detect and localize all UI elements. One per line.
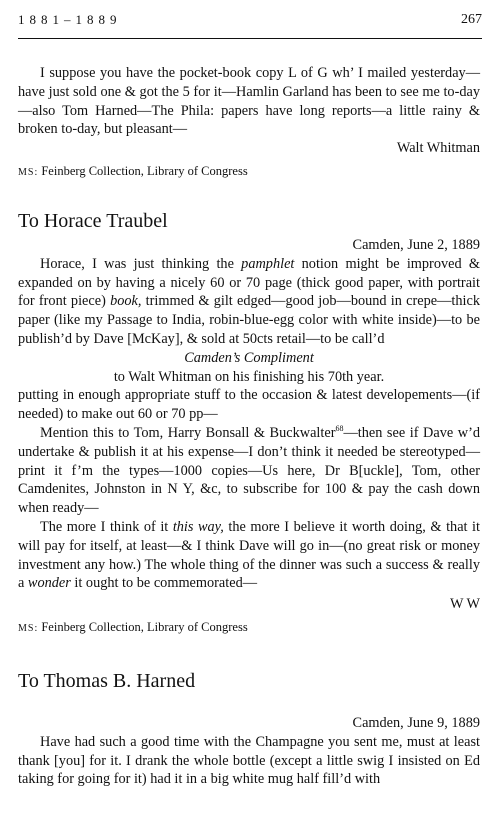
- letter-3-body: [18, 714, 480, 789]
- letter-continuation: [18, 64, 480, 183]
- ms-label: MS:: [18, 166, 39, 178]
- italic-text: pamphlet: [241, 255, 295, 272]
- italic-text: wonder: [27, 575, 71, 592]
- running-head-years: 1881–1889: [18, 12, 122, 27]
- header-rule: [18, 38, 482, 39]
- text-run: notion might be improved & expanded on by having a nicely 60 or 70 page (thick good paper, with portrait for front piece): [18, 255, 480, 310]
- text-run: —then see if Dave w’d undertake & publish it at his expense—I don’t think it needed be stereotyped—print it f’m the types—1000 copies—Us here, Dr B[uckle], Tom, other Camdenites, Johnston in N Y, &c, to subscribe for 100 & pay the cash down when ready—: [18, 424, 480, 517]
- letter-paragraph: putting in enough appropriate stuff to the occasion & latest developements—(if needed) to make out 60 or 70 pp—: [18, 387, 480, 423]
- italic-text: this way,: [172, 518, 224, 535]
- text-run: trimmed & gilt edged—good job—bound in crepe—thick paper (like my Passage to India, robin-blue-egg color with white inside)—to be publish’d by Dave [McKay], & sold at 50cts retail—to be call’d: [18, 293, 480, 347]
- letter-paragraph: I suppose you have the pocket-book copy L of G wh’ I mailed yesterday—have just sold one & got the 5 for it—Hamlin Garland has been to see me to-day—also Tom Harned—The Phila: papers have long reports—a little rainy & broken to-day, but pleasant—: [18, 65, 480, 138]
- letter-heading: To Horace Traubel: [18, 210, 168, 232]
- running-head: [18, 12, 482, 34]
- book-title-line: Camden’s Compliment: [184, 349, 314, 366]
- dateline: Camden, June 2, 1889: [352, 237, 480, 253]
- letter-paragraph: Have had such a good time with the Champagne you sent me, must at least thank [you] for it. I drank the whole bottle (except a little swig I insisted on Ed taking for going for it) had it in a big white mug half fill’d with: [18, 733, 480, 788]
- letter-to-thomas-harned: [18, 672, 480, 691]
- letter-paragraph: [18, 255, 480, 349]
- footnote-marker: 68: [335, 424, 344, 434]
- italic-text: book,: [110, 293, 142, 310]
- signature: W W: [449, 596, 480, 613]
- text-run: it ought to be commemorated—: [70, 575, 258, 592]
- text-run: the more I believe it worth doing, & that it will pay for itself, at least—& I think Dave will go in—(no great risk or money investment any how.) The whole thing of the dinner was such a success & really a: [18, 518, 480, 592]
- dateline: Camden, June 9, 1889: [352, 715, 480, 731]
- text-run: Horace, I was just thinking the: [40, 255, 242, 272]
- text-run: Mention this to Tom, Harry Bonsall & Buckwalter: [40, 424, 336, 441]
- letter-to-horace-traubel: [18, 212, 480, 231]
- letter-paragraph: [18, 518, 480, 593]
- ms-source: Feinberg Collection, Library of Congress: [41, 619, 248, 634]
- manuscript-source: [18, 618, 480, 639]
- manuscript-source: [18, 162, 480, 183]
- ms-source: Feinberg Collection, Library of Congress: [41, 163, 248, 178]
- letter-2-body: [18, 236, 480, 639]
- book-subtitle-line: to Walt Whitman on his finishing his 70th year.: [113, 368, 385, 385]
- letter-heading: To Thomas B. Harned: [18, 670, 196, 692]
- ms-label: MS:: [18, 622, 39, 634]
- letter-paragraph: [18, 424, 480, 518]
- text-run: The more I think of it: [40, 518, 173, 535]
- page-number: 267: [461, 12, 482, 27]
- signature: Walt Whitman: [396, 140, 480, 157]
